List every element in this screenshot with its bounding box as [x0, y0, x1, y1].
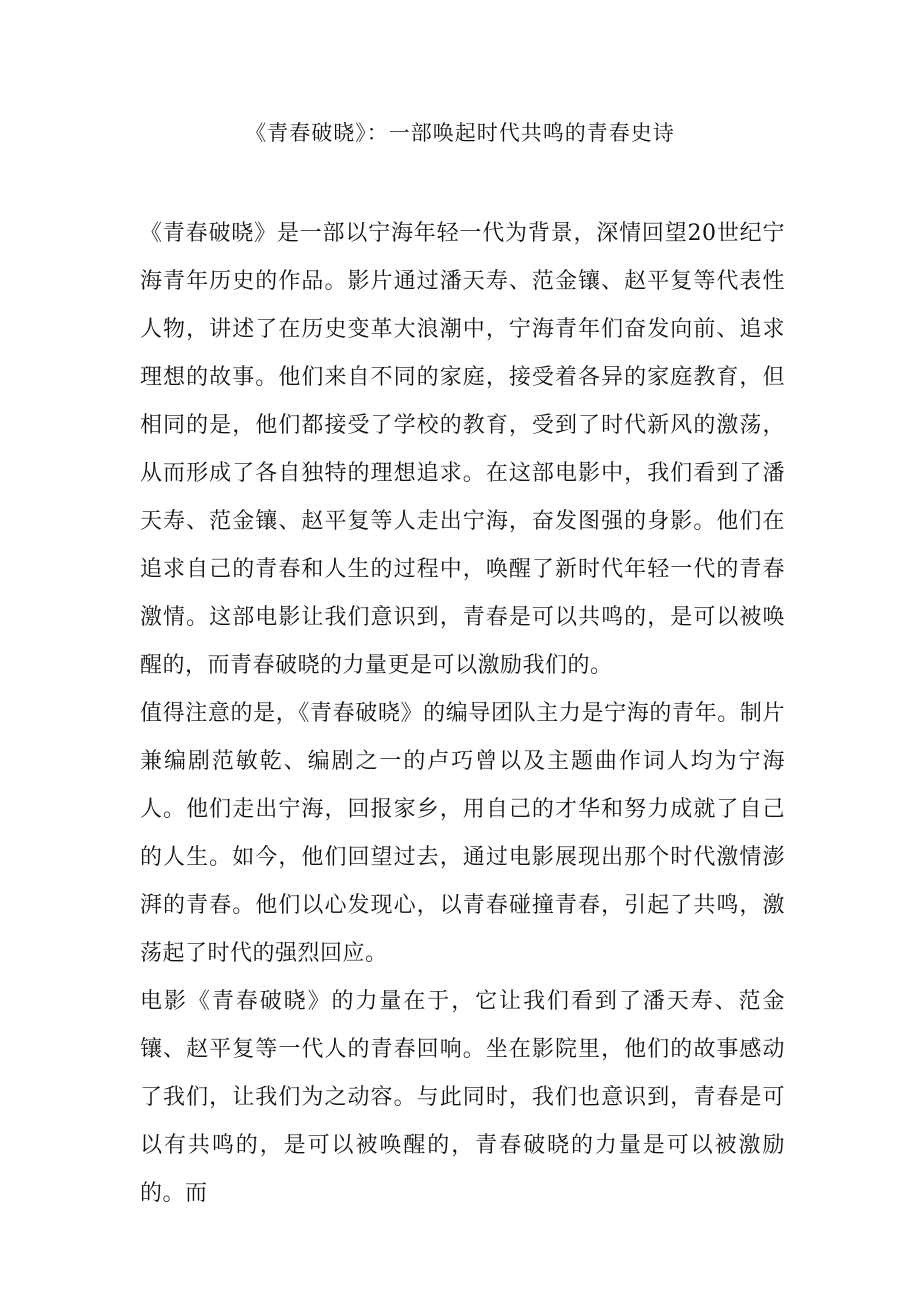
- paragraph-2: 值得注意的是，《青春破晓》的编导团队主力是宁海的青年。制片兼编剧范敏乾、编剧之一的卢巧曾以及主题曲作词人均为宁海人。他们走出宁海，回报家乡，用自己的才华和努力成就了自己的人生。如今，他们回望过去，通过电影展现出那个时代激情澎湃的青春。他们以心发现心，以青春碰撞青春，引起了共鸣，激荡起了时代的强烈回应。: [140, 701, 785, 966]
- paragraph-3: 电影《青春破晓》的力量在于，它让我们看到了潘天寿、范金镶、赵平复等一代人的青春回响。坐在影院里，他们的故事感动了我们，让我们为之动容。与此同时，我们也意识到，青春是可以有共鸣的，是可以被唤醒的，青春破晓的力量是可以被激励的。而: [140, 989, 785, 1206]
- paragraph-1: 《青春破晓》是一部以宁海年轻一代为背景，深情回望20世纪宁海青年历史的作品。影片通过潘天寿、范金镶、赵平复等代表性人物，讲述了在历史变革大浪潮中，宁海青年们奋发向前、追求理想的故事。他们来自不同的家庭，接受着各异的家庭教育，但相同的是，他们都接受了学校的教育，受到了时代新风的激荡，从而形成了各自独特的理想追求。在这部电影中，我们看到了潘天寿、范金镶、赵平复等人走出宁海，奋发图强的身影。他们在追求自己的青春和人生的过程中，唤醒了新时代年轻一代的青春激情。这部电影让我们意识到，青春是可以共鸣的，是可以被唤醒的，而青春破晓的力量更是可以激励我们的。: [140, 221, 785, 678]
- document-title: 《青春破晓》：一部唤起时代共鸣的青春史诗: [245, 121, 675, 145]
- document-body: [140, 210, 785, 1218]
